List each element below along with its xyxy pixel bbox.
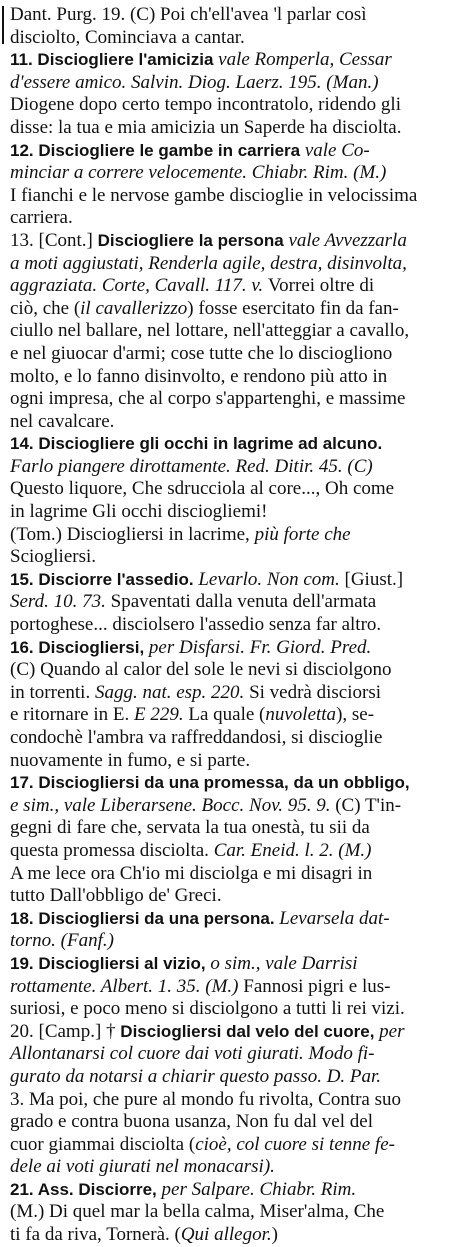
text-line <box>10 1156 464 1179</box>
text-line <box>10 49 464 72</box>
text-line <box>10 230 464 253</box>
text-line <box>10 388 464 411</box>
text-line <box>10 501 464 524</box>
body-text: Spaventati dalla venuta dell'armata <box>110 591 377 613</box>
italic-text: Car. Eneid. l. 2. (M.) <box>213 839 372 861</box>
italic-text: nuvoletta <box>265 704 337 726</box>
text-line <box>10 750 464 773</box>
text-line <box>10 1066 464 1089</box>
text-line <box>10 953 464 976</box>
body-text: suriosi, e poco meno si disciolgono a tutti li rei vizi. <box>10 998 405 1020</box>
text-line <box>10 275 464 298</box>
italic-text: Levarsela dat- <box>279 907 390 929</box>
entry-heading: 16. Disciogliersi, <box>10 637 149 657</box>
body-text: [Giust.] <box>344 568 404 590</box>
text-line <box>10 637 464 660</box>
text-line <box>10 659 464 682</box>
body-text: ciullo nel ballare, nel lottare, nell'atteggiar a cavallo, <box>10 320 410 342</box>
text-line <box>10 524 464 547</box>
body-text: in lagrime Gli occhi disciogliemi! <box>10 501 268 523</box>
text-line <box>10 908 464 931</box>
text-line <box>10 1089 464 1112</box>
italic-text: E 229. <box>133 704 189 726</box>
text-line <box>10 1021 464 1044</box>
text-line <box>10 433 464 456</box>
body-text: (C) Quando al calor del sole le nevi si disciolgono <box>10 659 392 681</box>
italic-text: per Salpare. Chiabr. Rim. <box>161 1178 357 1200</box>
italic-text: più forte che <box>254 523 351 545</box>
body-text: gegni di fare che, servata la tua onestà, tu sii da <box>10 817 370 839</box>
entry-heading: 11. Disciogliere l'amicizia <box>10 50 219 70</box>
entry-heading: 14. Disciogliere gli occhi in lagrime ad alcuno. <box>10 434 383 454</box>
body-text: nuovamente in fumo, e si parte. <box>10 749 251 771</box>
entry-heading: 18. Disciogliersi da una persona. <box>10 908 280 928</box>
text-line <box>10 614 464 637</box>
italic-text: Serd. 10. 73. <box>10 591 111 613</box>
text-line <box>10 253 464 276</box>
text-line <box>10 1134 464 1157</box>
italic-text: d'essere amico. Salvin. Diog. Laerz. 195. (Man.) <box>10 71 379 93</box>
body-text: I fianchi e le nervose gambe discioglie in velocissima <box>10 184 418 206</box>
italic-text: per Disfarsi. Fr. Giord. Pred. <box>148 636 372 658</box>
italic-text: Qui allegor. <box>180 1224 272 1246</box>
italic-text: minciar a correre velocemente. Chiabr. Rim. (M.) <box>10 162 387 184</box>
body-text: La quale ( <box>188 704 266 726</box>
text-line <box>10 185 464 208</box>
entry-heading: 15. Disciorre l'assedio. <box>10 569 199 589</box>
italic-text: aggraziata. Corte, Cavall. 117. v. <box>10 275 268 297</box>
text-line <box>10 795 464 818</box>
body-text: disse: la tua e mia amicizia un Saperde ha disciolta. <box>10 116 402 138</box>
text-line <box>10 320 464 343</box>
italic-text: dele ai voti giurati nel monacarsi). <box>10 1156 275 1178</box>
body-text: ciò, che ( <box>10 297 81 319</box>
body-text: nel cavalcare. <box>10 410 115 432</box>
text-line <box>10 140 464 163</box>
body-text: disciolto, Cominciava a cantar. <box>10 26 245 48</box>
body-text: (C) T'in- <box>335 794 402 816</box>
italic-text: Farlo piangere dirottamente. Red. Ditir. 45. (C) <box>10 455 373 477</box>
body-text: Questo liquore, Che sdrucciola al core..., Oh come <box>10 478 395 500</box>
text-line <box>10 298 464 321</box>
text-line <box>10 478 464 501</box>
body-text: e ritornare in E. <box>10 704 134 726</box>
text-line <box>10 546 464 569</box>
italic-text: o sim., vale Darrisi <box>210 952 358 974</box>
entry-heading: 21. Ass. Disciorre, <box>10 1179 162 1199</box>
italic-text: vale Romperla, Cessar <box>218 49 392 71</box>
text-line <box>10 1111 464 1134</box>
body-text: e nel giuocar d'armi; cose tutte che lo disciogliono <box>10 342 393 364</box>
italic-text: torno. (Fanf.) <box>10 930 114 952</box>
text-line <box>10 976 464 999</box>
body-text: Dant. Purg. 19. (C) Poi ch'ell'avea 'l parlar così <box>10 4 367 25</box>
body-text: portoghese... disciolsero l'assedio senza far altro. <box>10 614 382 636</box>
text-line <box>10 162 464 185</box>
text-line <box>10 591 464 614</box>
italic-text: per <box>379 1020 405 1042</box>
text-line <box>10 456 464 479</box>
entry-heading: Disciogliere la persona <box>97 230 289 250</box>
body-text: A me lece ora Ch'io mi disciolga e mi disagri in <box>10 862 373 884</box>
italic-text: Sagg. nat. esp. 220. <box>94 681 250 703</box>
text-line <box>10 930 464 953</box>
italic-text: il cavallerizzo <box>80 297 188 319</box>
body-text: (M.) Di quel mar la bella calma, Miser'alma, Che <box>10 1201 385 1223</box>
body-text: cuor giammai disciolta ( <box>10 1133 196 1155</box>
margin-bar <box>2 6 4 44</box>
italic-text: Levarlo. Non com. <box>198 568 345 590</box>
text-line <box>10 1224 464 1247</box>
body-text: condochè l'ambra va raffreddandosi, si discioglie <box>10 727 383 748</box>
body-text: Sciogliersi. <box>10 546 97 568</box>
body-text: ti fa da riva, Tornerà. ( <box>10 1224 181 1246</box>
text-line <box>10 998 464 1021</box>
entry-heading: 12. Disciogliere le gambe in carriera <box>10 140 305 160</box>
italic-text: e sim., vale Liberarsene. Bocc. Nov. 95. 9. <box>10 794 336 816</box>
text-line <box>10 569 464 592</box>
italic-text: rottamente. Albert. 1. 35. (M.) <box>10 975 244 997</box>
body-text: in torrenti. <box>10 681 95 703</box>
dictionary-text <box>10 4 464 1247</box>
italic-text: gurato da notarsi a chiarir questo passo. D. Par. <box>10 1065 382 1087</box>
text-line <box>10 366 464 389</box>
body-text: Diogene dopo certo tempo incontratolo, ridendo gli <box>10 94 401 116</box>
body-text: questa promessa disciolta. <box>10 839 214 861</box>
text-line <box>10 343 464 366</box>
body-text: Vorrei oltre di <box>267 275 375 297</box>
text-line <box>10 863 464 886</box>
body-text: Si vedrà disciorsi <box>249 681 381 703</box>
body-text: ogni impresa, che al corpo s'appartenghi, e massime <box>10 388 406 410</box>
text-line <box>10 885 464 908</box>
text-line <box>10 817 464 840</box>
body-text: 3. Ma poi, che pure al mondo fu rivolta, Contra suo <box>10 1088 402 1110</box>
entry-heading: 19. Disciogliersi al vizio, <box>10 953 211 973</box>
body-text: grado e contra buona usanza, Non fu dal vel del <box>10 1111 373 1133</box>
body-text: 13. [Cont.] <box>10 229 98 251</box>
italic-text: vale Co- <box>304 139 370 161</box>
text-line <box>10 772 464 795</box>
text-line <box>10 704 464 727</box>
text-line <box>10 72 464 95</box>
text-line <box>10 207 464 230</box>
text-line <box>10 840 464 863</box>
text-line <box>10 117 464 140</box>
body-text: 20. [Camp.] † <box>10 1020 121 1042</box>
body-text: ), se- <box>336 704 375 726</box>
text-line <box>10 27 464 50</box>
italic-text: vale Avvezzarla <box>288 229 407 251</box>
text-line <box>10 1043 464 1066</box>
text-line <box>10 682 464 705</box>
body-text: tutto Dall'obbligo de' Greci. <box>10 885 222 907</box>
italic-text: a moti aggiustati, Renderla agile, destra, disinvolta, <box>10 252 407 274</box>
text-line <box>10 1179 464 1202</box>
body-text: ) <box>271 1224 278 1246</box>
entry-heading: 17. Disciogliersi da una promessa, da un obbligo, <box>10 773 410 793</box>
text-line <box>10 727 464 750</box>
body-text: Fannosi pigri e lus- <box>243 975 391 997</box>
body-text: (Tom.) Disciogliersi in lacrime, <box>10 523 255 545</box>
text-line <box>10 4 464 27</box>
body-text: carriera. <box>10 207 73 229</box>
entry-heading: Disciogliersi dal velo del cuore, <box>120 1021 380 1041</box>
text-line <box>10 1201 464 1224</box>
text-line <box>10 411 464 434</box>
body-text: ) fosse esercitato fin da fan- <box>187 297 399 319</box>
text-line <box>10 94 464 117</box>
italic-text: cioè, col cuore si tenne fe- <box>195 1133 395 1155</box>
body-text: molto, e lo fanno disinvolto, e rendono più atto in <box>10 365 388 387</box>
italic-text: Allontanarsi col cuore dai voti giurati. Modo fi- <box>10 1043 375 1065</box>
